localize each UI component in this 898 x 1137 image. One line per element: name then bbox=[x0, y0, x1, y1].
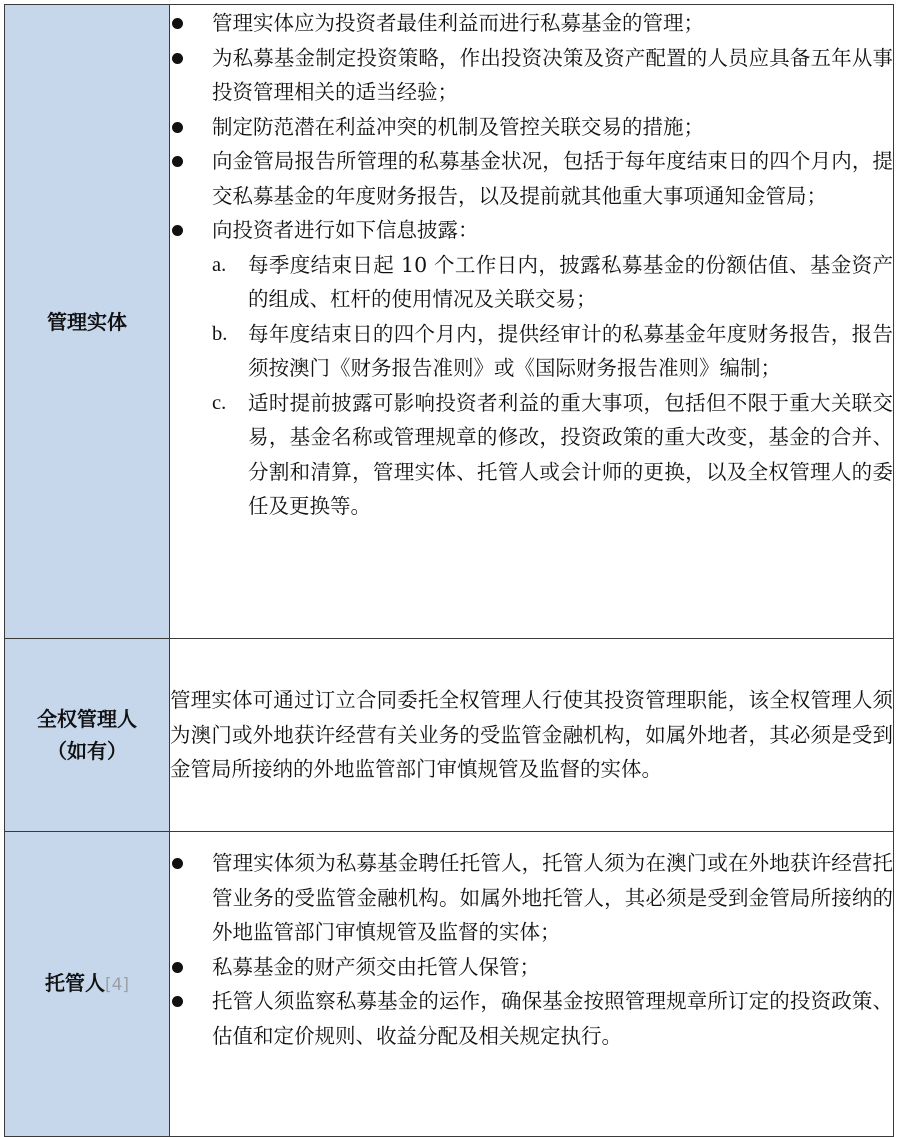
row-label-management-entity bbox=[5, 5, 170, 639]
table-row-discretionary-manager bbox=[5, 639, 894, 832]
row-label-custodian bbox=[5, 832, 170, 1137]
footnote-reference[interactable]: [4] bbox=[104, 975, 130, 995]
sub-list-item bbox=[212, 386, 893, 524]
sub-item-text: 适时提前披露可影响投资者利益的重大事项，包括但不限于重大关联交易，基金名称或管理规章的修改，投资政策的重大改变，基金的合并、分割和清算，管理实体、托管人或会计师的更换，以及全权管理人的委任及更换等。 bbox=[248, 390, 893, 518]
list-item bbox=[170, 950, 893, 985]
row-content-management-entity bbox=[170, 5, 894, 639]
row-content-discretionary-manager bbox=[170, 639, 894, 832]
row-label-text: 全权管理人 bbox=[37, 707, 137, 731]
row-label-text: 管理实体 bbox=[47, 309, 127, 334]
row-label-discretionary-manager bbox=[5, 639, 170, 832]
bullet-icon bbox=[172, 996, 183, 1007]
list-item bbox=[170, 110, 893, 145]
list-item-text: 托管人须监察私募基金的运作，确保基金按照管理规章所订定的投资政策、估值和定价规则、收益分配及相关规定执行。 bbox=[212, 989, 893, 1048]
list-item-text: 向投资者进行如下信息披露： bbox=[212, 218, 479, 242]
list-item bbox=[170, 984, 893, 1053]
list-item-text: 制定防范潜在利益冲突的机制及管控关联交易的措施； bbox=[212, 114, 704, 139]
sub-list-item bbox=[212, 248, 893, 317]
bullet-icon bbox=[172, 225, 183, 236]
list-item bbox=[170, 41, 893, 110]
bullet-icon bbox=[172, 858, 183, 869]
bullet-list bbox=[170, 6, 893, 524]
regulation-table bbox=[4, 4, 894, 1137]
bullet-list bbox=[170, 846, 893, 1053]
list-item-text: 为私募基金制定投资策略，作出投资决策及资产配置的人员应具备五年从事投资管理相关的适当经验； bbox=[212, 45, 893, 104]
table-row-management-entity bbox=[5, 5, 894, 639]
list-item-text: 管理实体须为私募基金聘任托管人，托管人须为在澳门或在外地获许经营托管业务的受监管金融机构。如属外地托管人，其必须是受到金管局所接纳的外地监管部门审慎规管及监督的实体； bbox=[212, 851, 893, 944]
list-item bbox=[170, 846, 893, 950]
bullet-icon bbox=[172, 156, 183, 167]
sub-item-marker: b. bbox=[212, 322, 228, 345]
bullet-icon bbox=[172, 53, 183, 64]
sub-list bbox=[212, 248, 893, 524]
bullet-icon bbox=[172, 18, 183, 29]
paragraph-text: 管理实体可通过订立合同委托全权管理人行使其投资管理职能，该全权管理人须为澳门或外地获许经营有关业务的受监管金融机构，如属外地者，其必须是受到金管局所接纳的外地监管部门审慎规管及监督的实体。 bbox=[170, 688, 893, 782]
row-label-subtext: （如有） bbox=[47, 739, 127, 763]
list-item-text: 向金管局报告所管理的私募基金状况，包括于每年度结束日的四个月内，提交私募基金的年度财务报告，以及提前就其他重大事项通知金管局； bbox=[212, 149, 893, 208]
list-item-text: 私募基金的财产须交由托管人保管； bbox=[212, 954, 540, 979]
sub-item-text: 每年度结束日的四个月内，提供经审计的私募基金年度财务报告，报告须按澳门《财务报告准则》或《国际财务报告准则》编制； bbox=[248, 321, 893, 380]
sub-item-marker: c. bbox=[212, 391, 227, 414]
table-row-custodian bbox=[5, 832, 894, 1137]
sub-item-text: 每季度结束日起 10 个工作日内，披露私募基金的份额估值、基金资产的组成、杠杆的使用情况及关联交易； bbox=[248, 252, 893, 311]
bullet-icon bbox=[172, 962, 183, 973]
row-content-custodian bbox=[170, 832, 894, 1137]
list-item bbox=[170, 144, 893, 213]
list-item bbox=[170, 213, 893, 524]
bullet-icon bbox=[172, 122, 183, 133]
list-item bbox=[170, 6, 893, 41]
row-label-text: 托管人 bbox=[44, 971, 105, 995]
list-item-text: 管理实体应为投资者最佳利益而进行私募基金的管理； bbox=[212, 11, 704, 35]
sub-item-marker: a. bbox=[212, 253, 227, 276]
sub-list-item bbox=[212, 317, 893, 386]
